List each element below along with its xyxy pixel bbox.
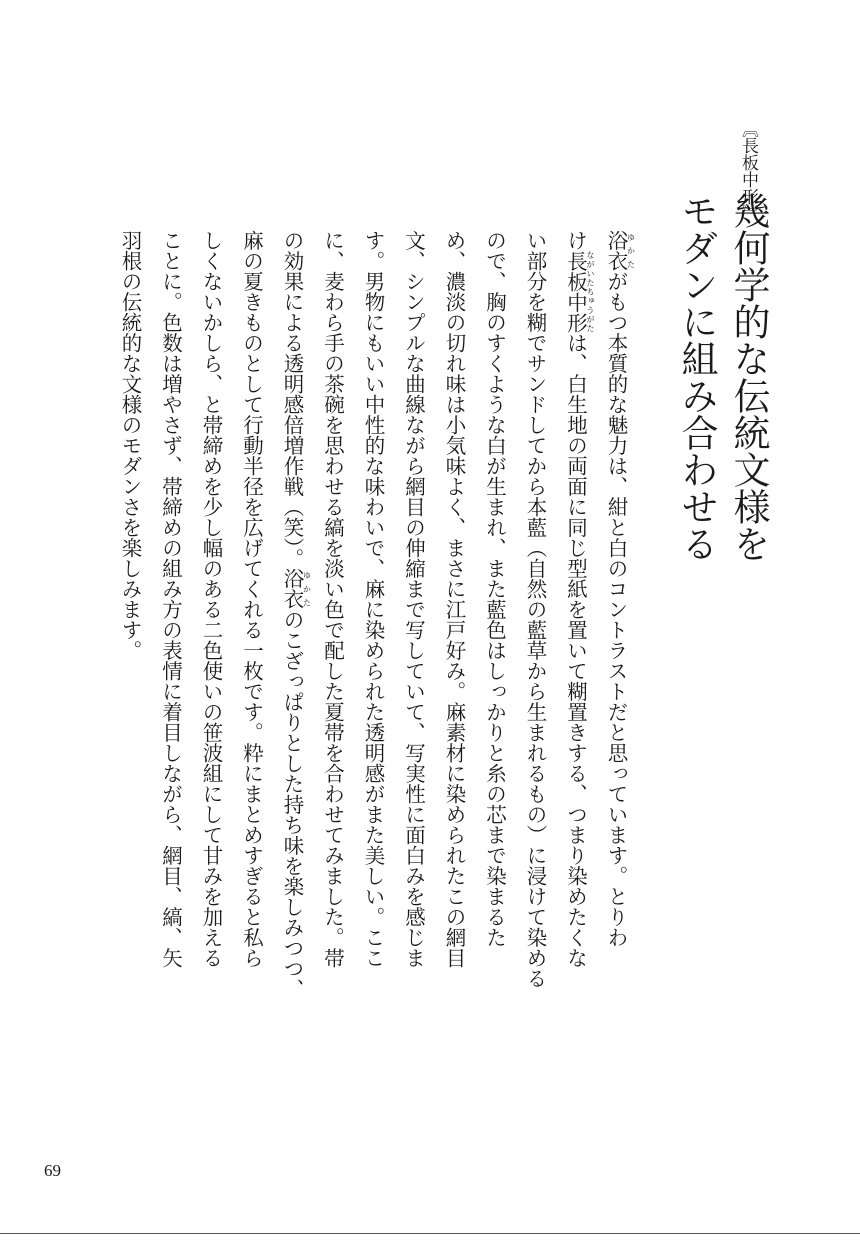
body-line: い部分を糊でサンドしてから本藍（自然の藍草から生まれるもの）に浸けて染める: [523, 230, 547, 989]
ruby-annotation: 長板中形ながいたちゅうがた: [563, 250, 595, 333]
body-line: に、麦わら手の茶碗を思わせる縞を淡い色で配した夏帯を合わせてみました。帯: [320, 230, 345, 968]
headline: [670, 192, 774, 562]
body-line: 浴衣ゆかたがもつ本質的な魅力は、紺と白のコントラストだと思っています。とりわ: [604, 230, 636, 948]
headline-line: 幾何学的な伝統文様を: [727, 192, 770, 562]
body-line: め、濃淡の切れ味は小気味よく、まさに江戸好み。麻素材に染められたこの網目: [442, 230, 466, 968]
body-line: しくないかしら、と帯締めを少し幅のある二色使いの笹波組にして甘みを加える: [199, 230, 223, 968]
bottom-rule: [0, 1233, 860, 1234]
section-label: 〘長板中形〙: [738, 120, 758, 222]
body-line: 羽根の伝統的な文様のモダンさを楽しみます。: [118, 230, 142, 661]
body-line: け長板中形ながいたちゅうがたは、白生地の両面に同じ型紙を置いて糊置きする、つまり染めたくな: [563, 230, 595, 968]
headline-line: モダンに組み合わせる: [675, 192, 718, 562]
ruby-annotation: 浴衣ゆかた: [604, 230, 636, 271]
body-line: 文、シンプルな曲線ながら網目の伸縮まで写していて、写実性に面白みを感じま: [401, 230, 426, 968]
ruby-annotation: 浴衣ゆかた: [280, 568, 312, 610]
body-line: す。男物にもいい中性的な味わいで、麻に染められた透明感がまた美しい。ここ: [361, 230, 385, 968]
body-line: の効果による透明感倍増作戦（笑）。浴衣ゆかたのこざっぱりとした持ち味を楽しみつつ、: [280, 230, 312, 999]
body-line: ことに。色数は増やさず、帯締めの組み方の表情に着目しながら、網目、縞、矢: [158, 230, 183, 968]
body-text: [110, 230, 636, 999]
page-number: 69: [44, 1161, 61, 1180]
body-line: ので、胸のすくような白が生まれ、また藍色はしっかりと糸の芯まで染まるた: [482, 230, 507, 948]
body-line: 麻の夏きものとして行動半径を広げてくれる一枚です。粋にまとめすぎると私ら: [239, 230, 264, 968]
